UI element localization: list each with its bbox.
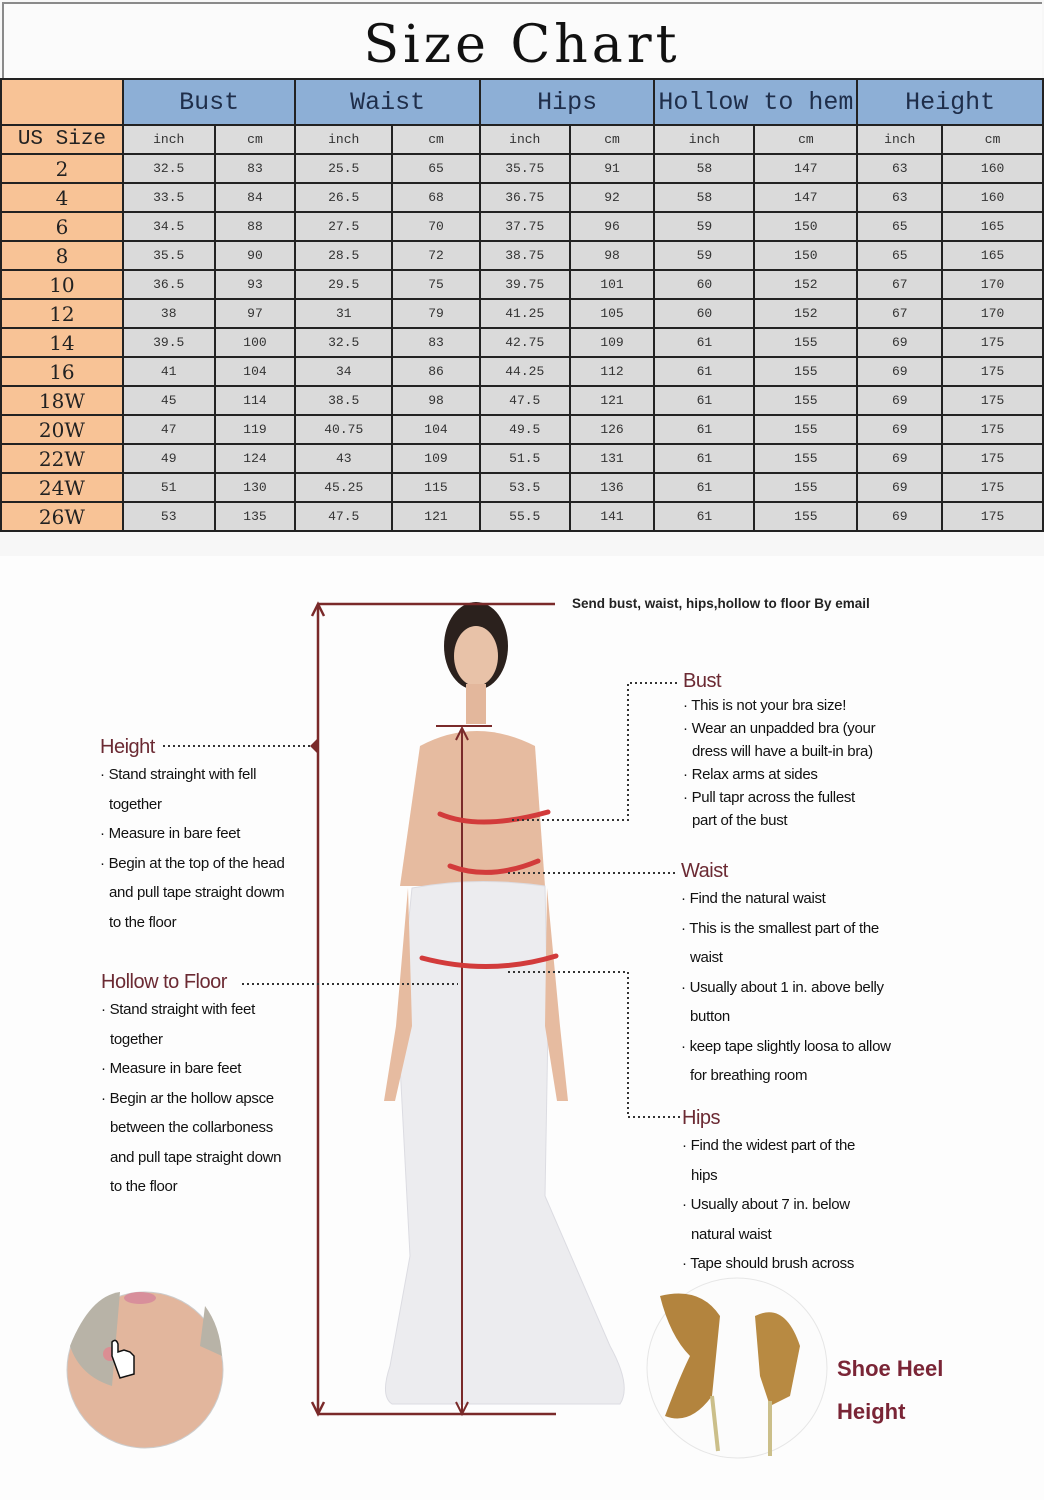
value-cell: 155 (754, 357, 857, 386)
height-instruction-line: and pull tape straight dowm (109, 884, 285, 901)
hips-instruction-line: · Tape should brush across (682, 1249, 855, 1279)
bust-heading: Bust (683, 670, 722, 692)
value-cell: 104 (392, 415, 480, 444)
hollow-instruction-line: · Begin ar the hollow apsce (101, 1084, 281, 1114)
shoe-height-label: Height (837, 1399, 906, 1424)
waist-instruction-line: for breathing room (690, 1067, 808, 1084)
value-cell: 165 (942, 212, 1043, 241)
bust-instruction-line: · Wear an unpadded bra (your (683, 717, 875, 740)
value-cell: 155 (754, 444, 857, 473)
value-cell: 38 (123, 299, 215, 328)
bust-instructions (683, 668, 875, 832)
waist-instructions (681, 858, 891, 1091)
collarbone-inset (67, 1292, 223, 1448)
size-cell: 10 (1, 270, 123, 299)
hollow-instruction-line: to the floor (110, 1178, 178, 1195)
hollow-instruction-line: and pull tape straight down (110, 1148, 282, 1166)
group-hollow-to-hem: Hollow to hem (654, 79, 857, 125)
waist-instruction-line: · keep tape slightly loosa to allow (681, 1032, 891, 1062)
value-cell: 104 (215, 357, 296, 386)
value-cell: 175 (942, 328, 1043, 357)
value-cell: 100 (215, 328, 296, 357)
value-cell: 109 (570, 328, 655, 357)
waist-instruction-line: button (690, 1008, 730, 1025)
value-cell: 65 (857, 241, 942, 270)
height-instruction-line: · Measure in bare feet (100, 819, 285, 849)
value-cell: 101 (570, 270, 655, 299)
value-cell: 152 (754, 299, 857, 328)
unit-header: inch (857, 125, 942, 154)
waist-instruction-line: · This is the smallest part of the (681, 914, 891, 944)
waist-instruction-line: waist (690, 949, 723, 966)
value-cell: 83 (215, 154, 296, 183)
value-cell: 175 (942, 386, 1043, 415)
email-note: Send bust, waist, hips,hollow to floor By email (572, 596, 870, 611)
value-cell: 155 (754, 386, 857, 415)
value-cell: 126 (570, 415, 655, 444)
value-cell: 155 (754, 415, 857, 444)
table-row (1, 473, 1043, 502)
size-chart-section (0, 0, 1044, 556)
table-row (1, 241, 1043, 270)
table-row (1, 154, 1043, 183)
value-cell: 47.5 (480, 386, 570, 415)
value-cell: 61 (654, 357, 754, 386)
unit-header: cm (942, 125, 1043, 154)
value-cell: 45.25 (295, 473, 392, 502)
value-cell: 49 (123, 444, 215, 473)
value-cell: 121 (570, 386, 655, 415)
size-cell: 22W (1, 444, 123, 473)
value-cell: 41.25 (480, 299, 570, 328)
value-cell: 33.5 (123, 183, 215, 212)
size-table (0, 78, 1044, 532)
value-cell: 51.5 (480, 444, 570, 473)
hips-instructions (682, 1105, 855, 1279)
value-cell: 135 (215, 502, 296, 531)
value-cell: 83 (392, 328, 480, 357)
value-cell: 55.5 (480, 502, 570, 531)
value-cell: 109 (392, 444, 480, 473)
waist-heading: Waist (681, 860, 728, 882)
value-cell: 26.5 (295, 183, 392, 212)
value-cell: 35.5 (123, 241, 215, 270)
value-cell: 58 (654, 183, 754, 212)
group-waist: Waist (295, 79, 480, 125)
value-cell: 39.75 (480, 270, 570, 299)
value-cell: 61 (654, 473, 754, 502)
value-cell: 49.5 (480, 415, 570, 444)
height-instructions (100, 734, 285, 937)
value-cell: 47 (123, 415, 215, 444)
value-cell: 34.5 (123, 212, 215, 241)
value-cell: 69 (857, 357, 942, 386)
size-cell: 4 (1, 183, 123, 212)
shoe-inset (647, 1278, 827, 1458)
size-cell: 18W (1, 386, 123, 415)
hips-instruction-line: natural waist (691, 1225, 772, 1243)
value-cell: 69 (857, 415, 942, 444)
value-cell: 141 (570, 502, 655, 531)
unit-header: cm (392, 125, 480, 154)
value-cell: 53 (123, 502, 215, 531)
table-row (1, 415, 1043, 444)
hollow-instructions (101, 969, 281, 1202)
value-cell: 59 (654, 241, 754, 270)
value-cell: 88 (215, 212, 296, 241)
value-cell: 45 (123, 386, 215, 415)
value-cell: 58 (654, 154, 754, 183)
height-heading: Height (100, 736, 155, 758)
value-cell: 91 (570, 154, 655, 183)
value-cell: 92 (570, 183, 655, 212)
value-cell: 32.5 (295, 328, 392, 357)
value-cell: 61 (654, 444, 754, 473)
value-cell: 175 (942, 357, 1043, 386)
value-cell: 86 (392, 357, 480, 386)
unit-header: inch (123, 125, 215, 154)
value-cell: 175 (942, 502, 1043, 531)
value-cell: 72 (392, 241, 480, 270)
value-cell: 147 (754, 154, 857, 183)
value-cell: 79 (392, 299, 480, 328)
bust-instruction-line: part of the bust (692, 812, 788, 829)
value-cell: 29.5 (295, 270, 392, 299)
hips-instruction-line: · Usually about 7 in. below (682, 1190, 855, 1220)
value-cell: 67 (857, 299, 942, 328)
value-cell: 28.5 (295, 241, 392, 270)
value-cell: 32.5 (123, 154, 215, 183)
value-cell: 53.5 (480, 473, 570, 502)
bust-instruction-line: · Relax arms at sides (683, 763, 875, 786)
value-cell: 65 (392, 154, 480, 183)
model-right-arm (545, 888, 568, 1101)
value-cell: 68 (392, 183, 480, 212)
value-cell: 34 (295, 357, 392, 386)
hollow-instruction-line: together (110, 1030, 163, 1048)
unit-header: inch (654, 125, 754, 154)
value-cell: 105 (570, 299, 655, 328)
value-cell: 59 (654, 212, 754, 241)
value-cell: 40.75 (295, 415, 392, 444)
value-cell: 25.5 (295, 154, 392, 183)
table-row (1, 444, 1043, 473)
value-cell: 69 (857, 502, 942, 531)
value-cell: 119 (215, 415, 296, 444)
table-row (1, 212, 1043, 241)
value-cell: 69 (857, 328, 942, 357)
value-cell: 69 (857, 473, 942, 502)
size-cell: 26W (1, 502, 123, 531)
hollow-heading: Hollow to Floor (101, 971, 227, 993)
value-cell: 31 (295, 299, 392, 328)
value-cell: 61 (654, 502, 754, 531)
value-cell: 175 (942, 415, 1043, 444)
value-cell: 152 (754, 270, 857, 299)
value-cell: 60 (654, 270, 754, 299)
value-cell: 98 (570, 241, 655, 270)
value-cell: 38.5 (295, 386, 392, 415)
value-cell: 124 (215, 444, 296, 473)
size-cell: 12 (1, 299, 123, 328)
hollow-instruction-line: · Stand straight with feet (101, 995, 281, 1025)
value-cell: 175 (942, 444, 1043, 473)
value-cell: 98 (392, 386, 480, 415)
unit-header: cm (754, 125, 857, 154)
value-cell: 170 (942, 299, 1043, 328)
size-cell: 20W (1, 415, 123, 444)
value-cell: 170 (942, 270, 1043, 299)
group-height: Height (857, 79, 1043, 125)
value-cell: 96 (570, 212, 655, 241)
hips-heading: Hips (682, 1107, 721, 1129)
unit-row (1, 125, 1043, 154)
value-cell: 93 (215, 270, 296, 299)
value-cell: 150 (754, 241, 857, 270)
value-cell: 84 (215, 183, 296, 212)
value-cell: 36.5 (123, 270, 215, 299)
value-cell: 61 (654, 386, 754, 415)
value-cell: 42.75 (480, 328, 570, 357)
hips-instruction-line: · Find the widest part of the (682, 1131, 855, 1161)
table-row (1, 357, 1043, 386)
value-cell: 136 (570, 473, 655, 502)
value-cell: 51 (123, 473, 215, 502)
group-hips: Hips (480, 79, 655, 125)
height-instruction-line: together (109, 795, 162, 813)
value-cell: 90 (215, 241, 296, 270)
hips-instruction-line: hips (691, 1166, 718, 1184)
value-cell: 160 (942, 154, 1043, 183)
value-cell: 60 (654, 299, 754, 328)
height-instruction-line: to the floor (109, 913, 177, 931)
size-cell: 2 (1, 154, 123, 183)
group-header-row (1, 79, 1043, 125)
value-cell: 39.5 (123, 328, 215, 357)
size-cell: 8 (1, 241, 123, 270)
value-cell: 38.75 (480, 241, 570, 270)
unit-header: cm (215, 125, 296, 154)
value-cell: 41 (123, 357, 215, 386)
model-neck (466, 684, 486, 724)
table-row (1, 502, 1043, 531)
size-cell: 14 (1, 328, 123, 357)
value-cell: 27.5 (295, 212, 392, 241)
value-cell: 44.25 (480, 357, 570, 386)
hollow-instruction-line: · Measure in bare feet (101, 1054, 281, 1084)
value-cell: 70 (392, 212, 480, 241)
value-cell: 155 (754, 473, 857, 502)
value-cell: 112 (570, 357, 655, 386)
lips (124, 1292, 156, 1304)
height-instruction-line: · Begin at the top of the head (100, 849, 285, 879)
value-cell: 165 (942, 241, 1043, 270)
unit-header: inch (480, 125, 570, 154)
value-cell: 114 (215, 386, 296, 415)
value-cell: 61 (654, 328, 754, 357)
value-cell: 75 (392, 270, 480, 299)
value-cell: 115 (392, 473, 480, 502)
model-face (454, 626, 498, 686)
shoe-heel-label: Shoe Heel (837, 1356, 944, 1381)
measuring-guide (0, 556, 1044, 1500)
hollow-instruction-line: between the collarboness (110, 1119, 273, 1136)
value-cell: 47.5 (295, 502, 392, 531)
value-cell: 65 (857, 212, 942, 241)
group-bust: Bust (123, 79, 296, 125)
value-cell: 63 (857, 154, 942, 183)
page-title: Size Chart (363, 15, 681, 75)
table-row (1, 386, 1043, 415)
unit-header: cm (570, 125, 655, 154)
value-cell: 121 (392, 502, 480, 531)
model-shoulders (400, 731, 545, 886)
value-cell: 155 (754, 328, 857, 357)
value-cell: 131 (570, 444, 655, 473)
table-row (1, 299, 1043, 328)
value-cell: 150 (754, 212, 857, 241)
value-cell: 147 (754, 183, 857, 212)
value-cell: 37.75 (480, 212, 570, 241)
size-cell: 24W (1, 473, 123, 502)
value-cell: 130 (215, 473, 296, 502)
waist-instruction-line: · Usually about 1 in. above belly (681, 973, 891, 1003)
unit-header: inch (295, 125, 392, 154)
bust-instruction-line: dress will have a built-in bra) (692, 743, 873, 760)
value-cell: 160 (942, 183, 1043, 212)
value-cell: 61 (654, 415, 754, 444)
size-cell: 16 (1, 357, 123, 386)
model-figure (384, 602, 624, 1404)
waist-instruction-line: · Find the natural waist (681, 884, 891, 914)
value-cell: 97 (215, 299, 296, 328)
table-row (1, 328, 1043, 357)
value-cell: 67 (857, 270, 942, 299)
table-row (1, 183, 1043, 212)
value-cell: 175 (942, 473, 1043, 502)
bust-instruction-line: · This is not your bra size! (683, 694, 875, 717)
corner-cell (1, 79, 123, 125)
height-pointer-icon (310, 738, 318, 754)
value-cell: 69 (857, 444, 942, 473)
value-cell: 43 (295, 444, 392, 473)
height-instruction-line: · Stand strainght with fell (100, 760, 285, 790)
table-row (1, 270, 1043, 299)
size-cell: 6 (1, 212, 123, 241)
value-cell: 36.75 (480, 183, 570, 212)
value-cell: 35.75 (480, 154, 570, 183)
value-cell: 69 (857, 386, 942, 415)
value-cell: 63 (857, 183, 942, 212)
bust-instruction-line: · Pull tapr across the fullest (683, 786, 875, 809)
value-cell: 155 (754, 502, 857, 531)
size-column-header: US Size (1, 125, 123, 154)
